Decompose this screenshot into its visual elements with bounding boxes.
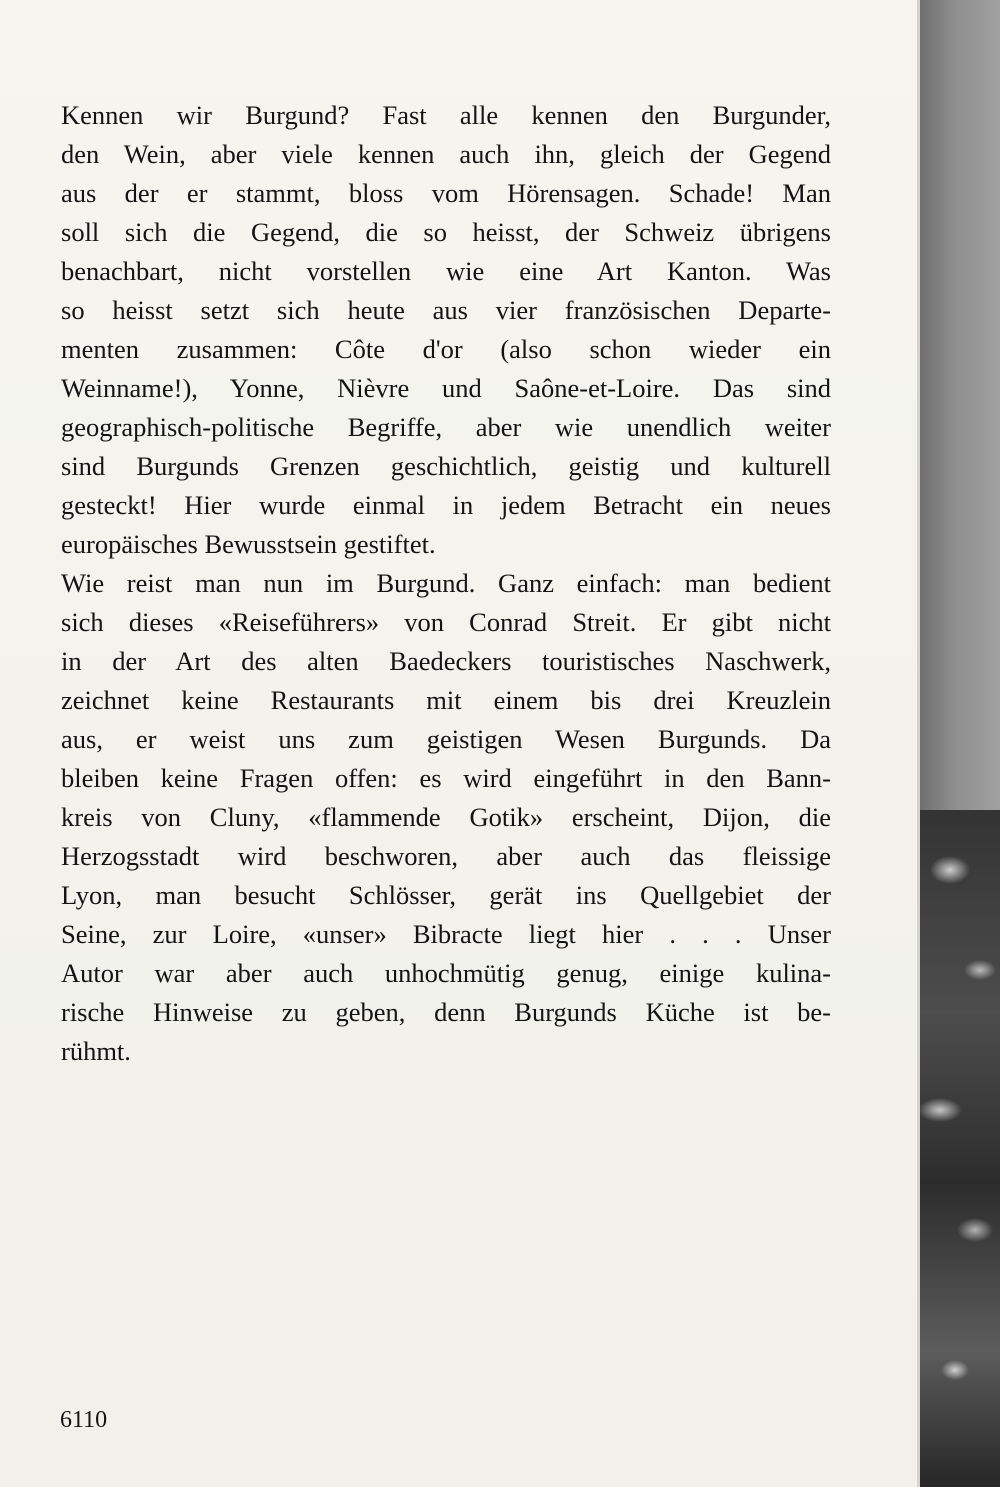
blurb-text xyxy=(61,96,831,1071)
blurb-line: Autor war aber auch unhochmütig genug, einige kulina- xyxy=(61,958,831,988)
blurb-line: Lyon, man besucht Schlösser, gerät ins Quellgebiet der xyxy=(61,880,831,910)
blurb-line: bleiben keine Fragen offen: es wird eingeführt in den Bann- xyxy=(61,763,831,793)
blurb-line: sind Burgunds Grenzen geschichtlich, geistig und kulturell xyxy=(61,451,831,481)
blurb-line: Herzogsstadt wird beschworen, aber auch das fleissige xyxy=(61,841,831,871)
blurb-line: kreis von Cluny, «flammende Gotik» erscheint, Dijon, die xyxy=(61,802,831,832)
blurb-line: Kennen wir Burgund? Fast alle kennen den Burgunder, xyxy=(61,100,831,130)
photo-landscape xyxy=(920,810,1000,1487)
blurb-line: soll sich die Gegend, die so heisst, der Schweiz übrigens xyxy=(61,217,831,247)
cover-photo-edge xyxy=(917,0,1000,1487)
catalog-number: 6110 xyxy=(60,1407,108,1433)
blurb-line: zeichnet keine Restaurants mit einem bis drei Kreuzlein xyxy=(61,685,831,715)
blurb-line: aus, er weist uns zum geistigen Wesen Burgunds. Da xyxy=(61,724,831,754)
photo-sky xyxy=(920,0,1000,820)
blurb-line: Weinname!), Yonne, Nièvre und Saône-et-Loire. Das sind xyxy=(61,373,831,403)
blurb-line: rühmt. xyxy=(61,1036,131,1066)
blurb-line: den Wein, aber viele kennen auch ihn, gleich der Gegend xyxy=(61,139,831,169)
blurb-line: gesteckt! Hier wurde einmal in jedem Betracht ein neues xyxy=(61,490,831,520)
blurb-line: aus der er stammt, bloss vom Hörensagen. Schade! Man xyxy=(61,178,831,208)
blurb-line: Wie reist man nun im Burgund. Ganz einfach: man bedient xyxy=(61,568,831,598)
blurb-line: so heisst setzt sich heute aus vier französischen Departe- xyxy=(61,295,831,325)
blurb-line: Seine, zur Loire, «unser» Bibracte liegt hier . . . Unser xyxy=(61,919,831,949)
blurb-line: geographisch-politische Begriffe, aber wie unendlich weiter xyxy=(61,412,831,442)
blurb-line: sich dieses «Reiseführers» von Conrad Streit. Er gibt nicht xyxy=(61,607,831,637)
blurb-line: rische Hinweise zu geben, denn Burgunds Küche ist be- xyxy=(61,997,831,1027)
blurb-line: menten zusammen: Côte d'or (also schon wieder ein xyxy=(61,334,831,364)
blurb-line: europäisches Bewusstsein gestiftet. xyxy=(61,529,436,559)
blurb-line: benachbart, nicht vorstellen wie eine Art Kanton. Was xyxy=(61,256,831,286)
blurb-line: in der Art des alten Baedeckers touristisches Naschwerk, xyxy=(61,646,831,676)
